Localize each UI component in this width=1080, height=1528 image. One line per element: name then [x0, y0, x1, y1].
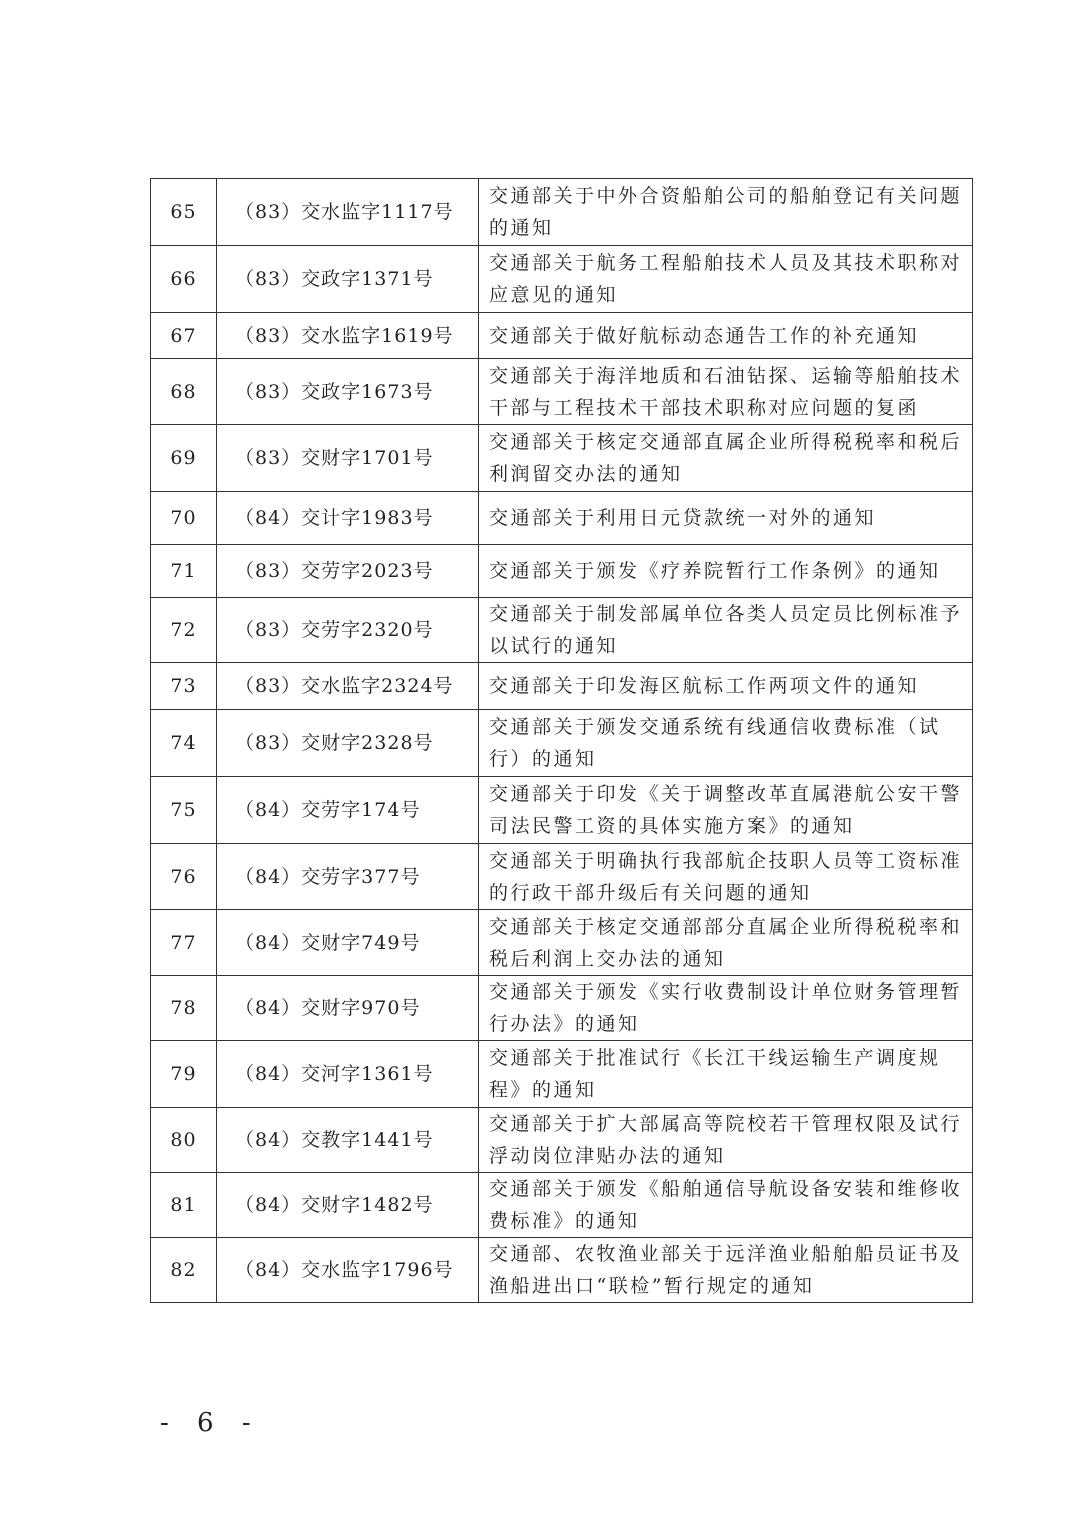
document-table — [150, 178, 973, 1303]
document-number: （84）交劳字174号 — [217, 777, 479, 844]
row-number: 79 — [151, 1041, 217, 1108]
document-number: （83）交劳字2320号 — [217, 598, 479, 663]
row-number: 78 — [151, 976, 217, 1041]
document-title: 交通部关于印发《关于调整改革直属港航公安干警司法民警工资的具体实施方案》的通知 — [479, 777, 973, 844]
row-number: 68 — [151, 359, 217, 425]
document-number: （83）交水监字1619号 — [217, 313, 479, 359]
document-title: 交通部关于核定交通部直属企业所得税税率和税后利润留交办法的通知 — [479, 425, 973, 492]
row-number: 69 — [151, 425, 217, 492]
table-row — [151, 976, 973, 1041]
table-row — [151, 910, 973, 976]
table-row — [151, 425, 973, 492]
document-number: （84）交财字1482号 — [217, 1173, 479, 1238]
document-number: （83）交政字1371号 — [217, 246, 479, 313]
document-title: 交通部关于颁发《船舶通信导航设备安装和维修收费标准》的通知 — [479, 1173, 973, 1238]
table-row — [151, 246, 973, 313]
document-number: （83）交政字1673号 — [217, 359, 479, 425]
document-number: （84）交水监字1796号 — [217, 1238, 479, 1303]
table-body — [151, 179, 973, 1303]
document-number: （84）交财字749号 — [217, 910, 479, 976]
row-number: 70 — [151, 492, 217, 545]
document-number: （84）交财字970号 — [217, 976, 479, 1041]
document-title: 交通部关于航务工程船舶技术人员及其技术职称对应意见的通知 — [479, 246, 973, 313]
row-number: 82 — [151, 1238, 217, 1303]
table-row — [151, 710, 973, 777]
document-title: 交通部关于中外合资船舶公司的船舶登记有关问题的通知 — [479, 179, 973, 246]
row-number: 67 — [151, 313, 217, 359]
table-row — [151, 313, 973, 359]
row-number: 76 — [151, 844, 217, 910]
document-title: 交通部关于明确执行我部航企技职人员等工资标准的行政干部升级后有关问题的通知 — [479, 844, 973, 910]
table-row — [151, 663, 973, 710]
row-number: 77 — [151, 910, 217, 976]
document-number: （83）交水监字1117号 — [217, 179, 479, 246]
document-title: 交通部关于颁发《实行收费制设计单位财务管理暂行办法》的通知 — [479, 976, 973, 1041]
row-number: 71 — [151, 545, 217, 598]
document-title: 交通部关于印发海区航标工作两项文件的通知 — [479, 663, 973, 710]
document-number: （83）交财字1701号 — [217, 425, 479, 492]
document-title: 交通部关于扩大部属高等院校若干管理权限及试行浮动岗位津贴办法的通知 — [479, 1108, 973, 1173]
table-row — [151, 492, 973, 545]
document-title: 交通部、农牧渔业部关于远洋渔业船舶船员证书及渔船进出口“联检”暂行规定的通知 — [479, 1238, 973, 1303]
document-number: （83）交财字2328号 — [217, 710, 479, 777]
row-number: 72 — [151, 598, 217, 663]
document-title: 交通部关于海洋地质和石油钻探、运输等船舶技术干部与工程技术干部技术职称对应问题的复函 — [479, 359, 973, 425]
table-row — [151, 1041, 973, 1108]
table-row — [151, 545, 973, 598]
document-number: （84）交劳字377号 — [217, 844, 479, 910]
row-number: 73 — [151, 663, 217, 710]
table-row — [151, 777, 973, 844]
table-row — [151, 1173, 973, 1238]
row-number: 81 — [151, 1173, 217, 1238]
table-row — [151, 844, 973, 910]
document-title: 交通部关于利用日元贷款统一对外的通知 — [479, 492, 973, 545]
document-number: （83）交劳字2023号 — [217, 545, 479, 598]
page-number: - 6 - — [160, 1408, 261, 1438]
row-number: 74 — [151, 710, 217, 777]
row-number: 66 — [151, 246, 217, 313]
table-row — [151, 1238, 973, 1303]
document-number: （84）交河字1361号 — [217, 1041, 479, 1108]
document-title: 交通部关于核定交通部部分直属企业所得税税率和税后利润上交办法的通知 — [479, 910, 973, 976]
table-row — [151, 179, 973, 246]
document-title: 交通部关于颁发交通系统有线通信收费标准（试行）的通知 — [479, 710, 973, 777]
document-number: （84）交教字1441号 — [217, 1108, 479, 1173]
document-title: 交通部关于制发部属单位各类人员定员比例标准予以试行的通知 — [479, 598, 973, 663]
document-title: 交通部关于颁发《疗养院暂行工作条例》的通知 — [479, 545, 973, 598]
document-number: （83）交水监字2324号 — [217, 663, 479, 710]
table-row — [151, 359, 973, 425]
document-title: 交通部关于做好航标动态通告工作的补充通知 — [479, 313, 973, 359]
table-row — [151, 1108, 973, 1173]
row-number: 75 — [151, 777, 217, 844]
document-title: 交通部关于批准试行《长江干线运输生产调度规程》的通知 — [479, 1041, 973, 1108]
document-number: （84）交计字1983号 — [217, 492, 479, 545]
table-row — [151, 598, 973, 663]
row-number: 80 — [151, 1108, 217, 1173]
row-number: 65 — [151, 179, 217, 246]
